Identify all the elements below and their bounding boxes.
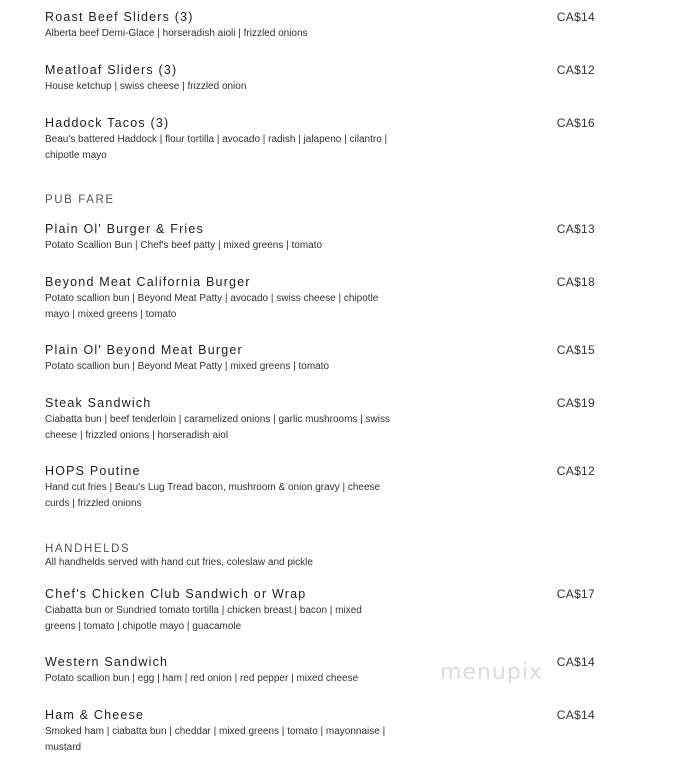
item-description: Potato Scallion Bun | Chef's beef patty | mixed greens | tomato [45,240,323,251]
menu-item [45,275,605,323]
menu-item [45,587,605,635]
section-header [45,193,605,207]
item-price: CA$18 [556,275,595,289]
item-name: HOPS Poutine [45,464,141,478]
item-description: House ketchup | swiss cheese | frizzled onion [45,81,247,92]
item-name: Chef's Chicken Club Sandwich or Wrap [45,587,307,601]
item-name: Meatloaf Sliders (3) [45,63,178,77]
item-price: CA$12 [556,464,595,478]
item-name: Ham & Cheese [45,708,145,722]
menu-item [45,222,605,254]
item-price: CA$14 [556,655,595,669]
item-name: Haddock Tacos (3) [45,116,170,130]
item-description: Hand cut fries | Beau's Lug Tread bacon, mushroom & onion gravy | cheese curds | frizzled onions [45,482,381,509]
menupix-watermark: menupix [440,660,543,685]
item-description: Alberta beef Demi-Glace | horseradish aioli | frizzled onions [45,28,308,39]
item-price: CA$15 [556,343,595,357]
section-header [45,542,605,570]
menu-item [45,63,605,95]
menu-item [45,343,605,375]
item-description: Ciabatta bun | beef tenderloin | caramelized onions | garlic mushrooms | swiss cheese | frizzled onions | horseradish aiol [45,414,390,441]
item-name: Steak Sandwich [45,396,152,410]
item-description: Potato scallion bun | Beyond Meat Patty | mixed greens | tomato [45,361,330,372]
menu-item [45,116,605,164]
menu-item [45,464,605,512]
item-name: Roast Beef Sliders (3) [45,10,194,24]
item-description: Ciabatta bun or Sundried tomato tortilla | chicken breast | bacon | mixed greens | tomato | chipotle mayo | guacamole [45,605,362,632]
item-price: CA$13 [556,222,595,236]
item-name: Plain Ol' Beyond Meat Burger [45,343,243,357]
item-price: CA$19 [556,396,595,410]
item-description: Smoked ham | ciabatta bun | cheddar | mixed greens | tomato | mayonnaise | mustard [45,726,386,753]
section-title: PUB FARE [45,194,115,206]
section-note: All handhelds served with hand cut fries, coleslaw and pickle [45,557,313,568]
item-price: CA$14 [556,708,595,722]
item-name: Beyond Meat California Burger [45,275,251,289]
item-price: CA$17 [556,587,595,601]
item-price: CA$16 [556,116,595,130]
item-price: CA$12 [556,63,595,77]
menu-item [45,10,605,42]
menu-item [45,396,605,444]
item-description: Potato scallion bun | egg | ham | red onion | red pepper | mixed cheese [45,673,359,684]
item-name: Plain Ol' Burger & Fries [45,222,205,236]
item-description: Beau's battered Haddock | flour tortilla | avocado | radish | jalapeno | cilantro | chipotle mayo [45,134,388,161]
item-name: Western Sandwich [45,655,169,669]
section-title: HANDHELDS [45,543,131,555]
item-price: CA$14 [556,10,595,24]
menu-item [45,708,605,756]
item-description: Potato scallion bun | Beyond Meat Patty | avocado | swiss cheese | chipotle mayo | mixed greens | tomato [45,293,379,320]
